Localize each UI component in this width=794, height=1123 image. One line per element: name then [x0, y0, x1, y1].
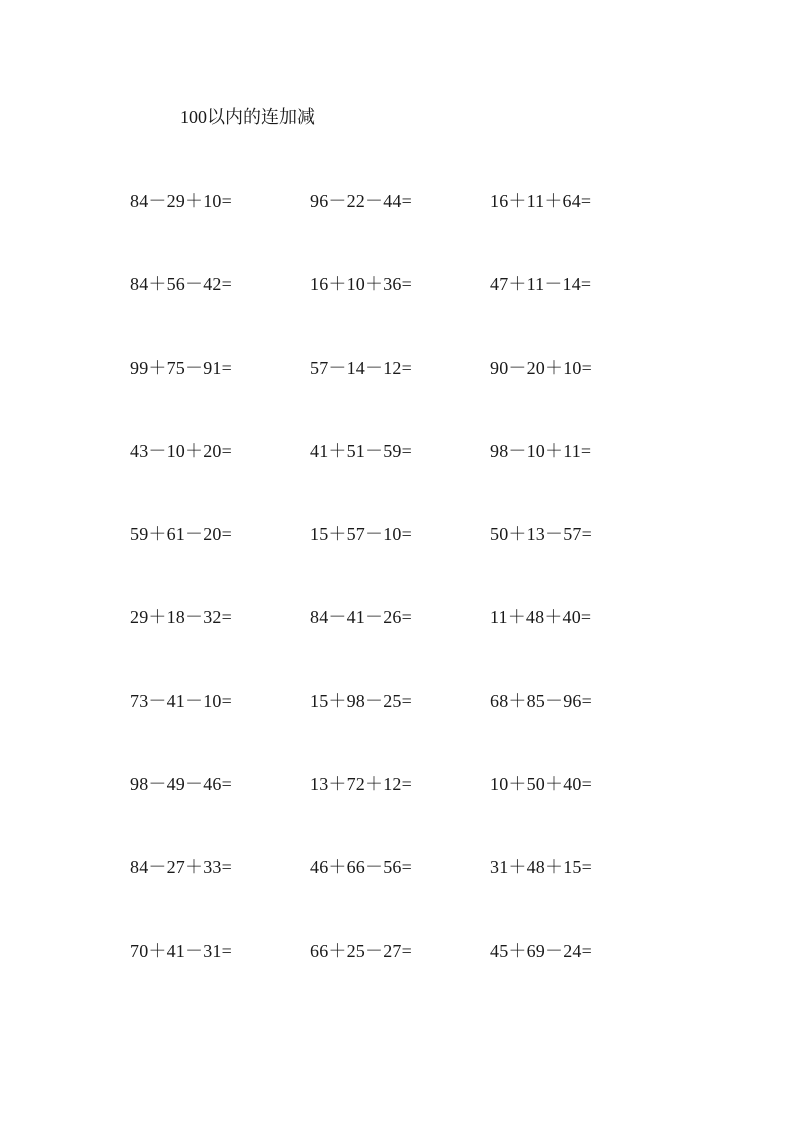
- problem: 96－22－44=: [310, 191, 412, 211]
- problem-grid: [130, 190, 670, 1023]
- problem-row: [130, 357, 670, 440]
- problem-row: [130, 773, 670, 856]
- problem: 45＋69－24=: [490, 940, 592, 961]
- problem-row: [130, 940, 670, 1023]
- problem: 84－27＋33=: [130, 857, 232, 878]
- problem: 59＋61－20=: [130, 524, 232, 545]
- problem: 41＋51－59=: [310, 440, 412, 461]
- problem: 68＋85－96=: [490, 690, 592, 711]
- problem-row: [130, 523, 670, 606]
- problem: 99＋75－91=: [130, 357, 232, 378]
- problem: 13＋72＋12=: [310, 774, 412, 795]
- problem: 31＋48＋15=: [490, 857, 592, 878]
- problem: 98－49－46=: [130, 774, 232, 795]
- problem-row: [130, 273, 670, 356]
- problem: 46＋66－56=: [310, 857, 412, 878]
- problem: 11＋48＋40=: [490, 607, 592, 628]
- problem: 43－10＋20=: [130, 440, 232, 461]
- problem: 90－20＋10=: [490, 357, 592, 378]
- problem: 70＋41－31=: [130, 940, 232, 961]
- problem: 10＋50＋40=: [490, 774, 592, 795]
- problem: 29＋18－32=: [130, 607, 232, 628]
- problem-row: [130, 440, 670, 523]
- problem: 84＋56－42=: [130, 274, 232, 295]
- problem: 73－41－10=: [130, 690, 232, 711]
- problem: 84－41－26=: [310, 607, 412, 628]
- problem: 47＋11－14=: [490, 274, 592, 295]
- problem: 16＋11＋64=: [490, 191, 592, 211]
- page-title: 100以内的连加减: [180, 107, 315, 127]
- problem: 57－14－12=: [310, 357, 412, 378]
- problem: 15＋98－25=: [310, 690, 412, 711]
- problem: 50＋13－57=: [490, 524, 592, 545]
- problem: 84－29＋10=: [130, 191, 232, 211]
- problem: 66＋25－27=: [310, 940, 412, 961]
- problem: 98－10＋11=: [490, 440, 592, 461]
- problem: 16＋10＋36=: [310, 274, 412, 295]
- problem-row: [130, 856, 670, 939]
- problem: 15＋57－10=: [310, 524, 412, 545]
- problem-row: [130, 690, 670, 773]
- problem-row: [130, 190, 670, 273]
- problem-row: [130, 606, 670, 689]
